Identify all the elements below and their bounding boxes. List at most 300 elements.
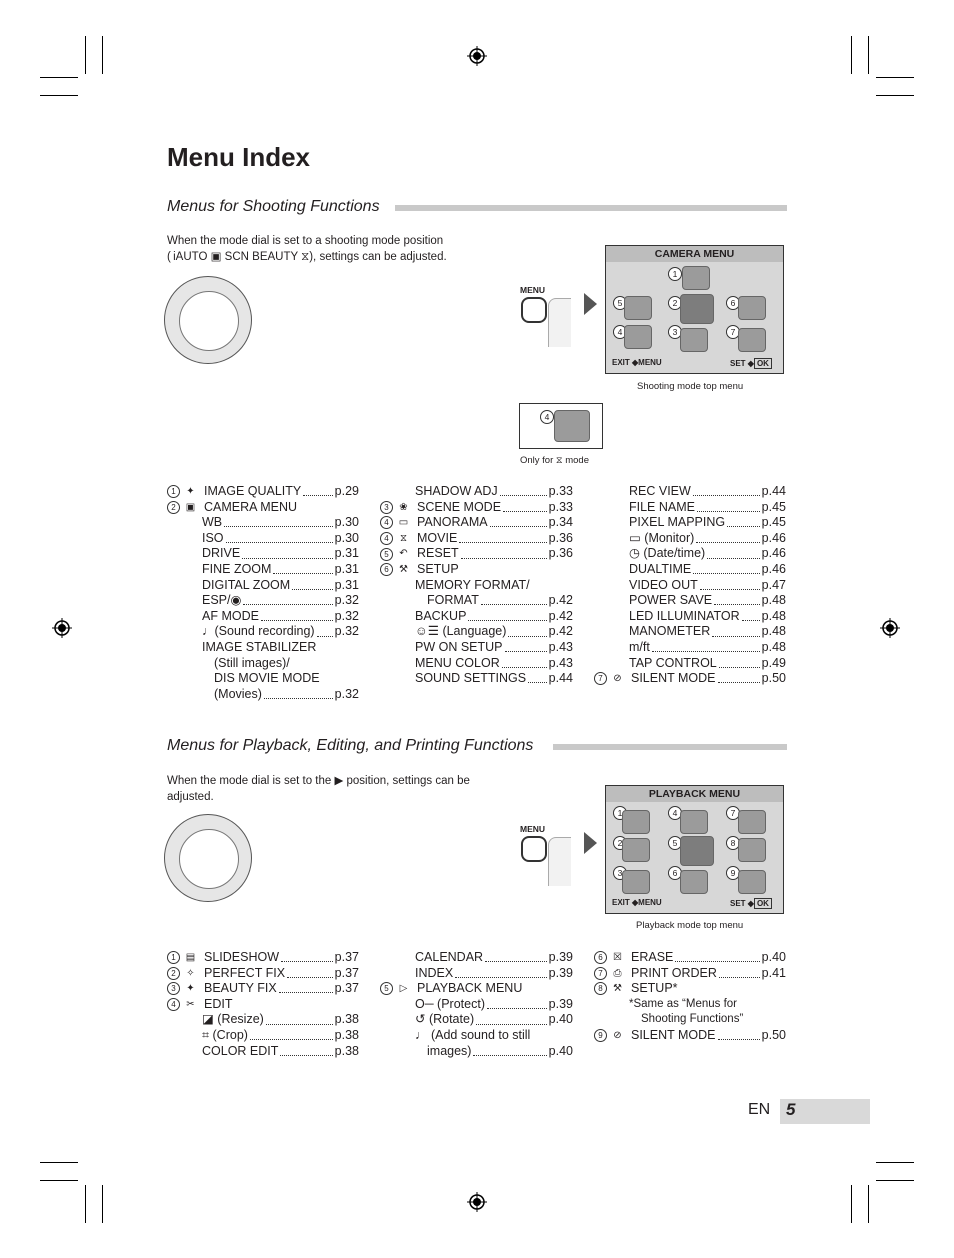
dot-leader [266,1016,333,1025]
section-title-playback: Menus for Playback, Editing, and Printing Functions [167,737,534,754]
edit-icon[interactable] [680,810,708,834]
page-reference: p.47 [761,577,786,592]
page-reference: p.43 [548,639,573,654]
dot-leader [455,969,546,978]
entry-label: ERASE [631,950,674,964]
entry-label: PLAYBACK MENU [417,981,523,996]
menu-item-icon: ⎙ [613,967,622,979]
dot-leader [281,953,333,962]
entry-label: (Still images)/ [214,655,290,670]
entry-label: SCENE MODE [417,499,502,514]
callout-number: 4 [380,532,393,545]
callout-6: 6 [726,296,740,310]
entry-label: EDIT [204,996,233,1011]
entry-label: DRIVE [202,546,241,561]
index-entry [380,981,573,997]
page-reference: p.33 [548,499,573,514]
setup-icon[interactable] [738,296,766,320]
index-entry [380,1028,573,1044]
index-entry [380,656,573,672]
registration-mark-icon [467,46,487,66]
entry-label: SLIDESHOW [204,950,280,964]
page-reference: p.36 [548,530,573,545]
callout-2: 2 [613,836,627,850]
index-entry [594,656,786,672]
exit-hint: EXIT ◆MENU [612,898,662,907]
entry-label: ◷ (Date/time) [629,546,706,561]
index-entry [594,640,786,656]
index-entry [167,687,359,703]
entry-label: SETUP [417,561,459,576]
entry-label: BACKUP [415,608,467,623]
entry-label: RESET [417,546,459,561]
index-entry [594,671,786,687]
page-reference: p.29 [334,484,359,498]
index-entry [380,593,573,609]
playback-index-col2 [380,950,573,1059]
entry-label: FILE NAME [629,499,695,514]
reset-icon[interactable] [624,296,652,320]
entry-label: CAMERA MENU [204,499,298,514]
callout-7: 7 [726,325,740,339]
arrow-right-icon [584,832,597,854]
set-label: SET ◆ [730,359,754,368]
crop-mark [40,1180,78,1181]
dot-leader [224,518,333,527]
dot-leader [264,690,333,699]
mode-dial-playback [164,814,252,902]
crop-mark [876,1162,914,1163]
page-number: 5 [786,1100,796,1119]
dot-leader [700,581,760,590]
crop-mark [40,1162,78,1163]
dot-leader [273,565,332,574]
index-entry [380,578,573,594]
page-reference: p.42 [548,624,573,639]
index-entry [167,671,359,687]
dot-leader [693,565,759,574]
button-panel-illustration [548,298,571,347]
page-reference: p.46 [761,561,786,576]
menu-item-icon: ❀ [399,501,408,513]
silent-mode-icon[interactable] [738,328,766,352]
index-entry [167,593,359,609]
registration-mark-icon [880,618,900,638]
playback-intro [167,773,470,805]
dot-leader [490,518,547,527]
entry-label: COLOR EDIT [202,1043,279,1058]
language-label: EN [748,1101,771,1118]
registration-mark-icon [52,618,72,638]
dot-leader [742,612,760,621]
panorama-icon[interactable] [624,325,652,349]
dot-leader [226,534,333,543]
index-entry [594,531,786,547]
page-reference: p.31 [334,577,359,592]
dot-leader [502,659,547,668]
index-entry [380,1044,573,1060]
page-reference: p.46 [761,546,786,561]
dot-leader [280,1047,332,1056]
beauty-fix-icon[interactable] [622,870,650,894]
index-entry [594,593,786,609]
index-entry [167,609,359,625]
entry-label: BEAUTY FIX [204,981,277,996]
callout-number: 1 [167,951,180,964]
entry-label: DIS MOVIE MODE [214,671,320,686]
callout-number: 4 [380,516,393,529]
page-reference: p.38 [334,1012,359,1027]
screen-caption: Playback mode top menu [636,920,744,931]
dot-leader [243,596,332,605]
index-entry [594,484,786,500]
screen-title: PLAYBACK MENU [606,786,783,802]
index-entry [167,531,359,547]
entry-label: WB [202,515,223,530]
dot-leader [696,534,759,543]
section-rule [553,744,787,750]
index-entry [167,1044,359,1060]
callout-3: 3 [668,325,682,339]
callout-number: 7 [594,967,607,980]
index-entry [594,624,786,640]
ok-badge: OK [754,898,772,909]
scene-mode-icon[interactable] [680,328,708,352]
index-entry [380,966,573,982]
index-entry [167,981,359,997]
index-entry [594,997,786,1013]
setup-icon[interactable] [738,838,766,862]
page-reference: p.32 [334,593,359,608]
callout-number: 6 [380,563,393,576]
callout-5: 5 [613,296,627,310]
set-hint [730,358,772,369]
menu-item-icon: ▭ [398,517,409,529]
section-rule [395,205,787,211]
image-quality-icon[interactable] [682,266,710,290]
page-reference: p.38 [334,1027,359,1042]
entry-label: MOVIE [417,530,458,545]
shooting-index-col1 [167,484,359,702]
crop-mark [851,1185,852,1223]
page-reference: p.50 [761,671,786,686]
entry-label: IMAGE STABILIZER [202,639,317,654]
page-reference: p.48 [761,593,786,608]
page-reference: p.34 [548,515,573,530]
dot-leader [505,643,547,652]
index-entry [380,500,573,516]
menu-item-icon: ✦ [186,983,195,995]
entry-label: AF MODE [202,608,259,623]
page-reference: p.31 [334,561,359,576]
index-entry [380,671,573,687]
menu-item-icon: ✂ [186,998,195,1010]
entry-label: MEMORY FORMAT/ [415,577,530,592]
index-entry [167,966,359,982]
index-entry [380,950,573,966]
index-entry [380,624,573,640]
playback-menu-icon[interactable] [680,836,714,866]
crop-mark [102,1185,103,1223]
entry-label: DUALTIME [629,561,692,576]
index-entry [167,997,359,1013]
dot-leader [707,550,759,559]
entry-label: MENU COLOR [415,655,500,670]
movie-caption: Only for ⧖ mode [520,455,589,466]
slideshow-icon[interactable] [622,810,650,834]
dot-leader [317,628,333,637]
entry-label: ISO [202,530,224,545]
entry-label: IMAGE QUALITY [204,484,302,498]
entry-label: ☺☰ (Language) [415,624,507,639]
callout-1: 1 [613,806,627,820]
dot-leader [652,643,760,652]
callout-number: 5 [380,548,393,561]
set-label: SET ◆ [730,899,754,908]
dot-leader [459,534,546,543]
arrow-right-icon [584,293,597,315]
menu-item-icon: ✦ [186,486,195,497]
page-reference: p.40 [761,950,786,964]
page-reference: p.39 [548,996,573,1011]
dot-leader [476,1016,547,1025]
dot-leader [250,1031,333,1040]
index-entry [167,562,359,578]
entry-label: (Movies) [214,686,262,701]
index-entry [380,609,573,625]
menu-item-icon: ▣ [185,501,196,513]
index-entry [167,656,359,672]
page-reference: p.33 [548,484,573,498]
index-entry [594,966,786,982]
print-order-icon[interactable] [738,810,766,834]
dot-leader [718,674,760,683]
perfect-fix-icon[interactable] [622,838,650,862]
index-entry [167,500,359,516]
dot-leader [242,550,332,559]
page-reference: p.32 [334,624,359,639]
crop-mark [40,95,78,96]
callout-4: 4 [540,410,554,424]
index-entry [380,562,573,578]
menu-item-icon: ⊘ [613,673,622,685]
page-reference: p.44 [548,671,573,686]
page-reference: p.49 [761,655,786,670]
page-reference: p.31 [334,546,359,561]
menu-label: MENU [520,285,546,295]
erase-icon[interactable] [680,870,708,894]
button-panel-illustration [548,837,571,886]
entry-label: Shooting Functions” [641,1013,744,1026]
page-reference: p.50 [761,1027,786,1042]
page-reference: p.41 [761,965,786,980]
ok-badge: OK [754,358,772,369]
entry-label: ◪ (Resize) [202,1012,264,1027]
entry-label: FORMAT [427,593,479,608]
entry-label: images) [427,1043,472,1058]
index-entry [594,1028,786,1044]
index-entry [594,515,786,531]
dot-leader [675,953,759,962]
screen-caption: Shooting mode top menu [637,381,744,392]
crop-mark [85,1185,86,1223]
entry-label: FINE ZOOM [202,561,272,576]
dot-leader [712,628,759,637]
dot-leader [303,487,332,496]
intro-line: When the mode dial is set to the ▶ position, settings can be [167,775,470,787]
dot-leader [292,581,332,590]
index-entry [167,1028,359,1044]
callout-4: 4 [613,325,627,339]
menu-item-icon: ⧖ [399,532,408,544]
shooting-index-col3 [594,484,786,687]
page-reference: p.48 [761,608,786,623]
page-reference: p.42 [548,593,573,608]
page-reference: p.37 [334,981,359,996]
page-reference: p.39 [548,965,573,980]
movie-menu-screen [519,403,603,449]
dot-leader [693,487,760,496]
dot-leader [719,659,760,668]
dot-leader [508,628,546,637]
index-entry [594,562,786,578]
dot-leader [727,518,760,527]
dot-leader [719,969,760,978]
callout-6: 6 [668,866,682,880]
playback-menu-screen [605,785,784,914]
dot-leader [468,612,546,621]
entry-label: ▭ (Monitor) [629,530,695,545]
entry-label: ESP/◉ [202,593,242,608]
callout-number: 7 [594,672,607,685]
menu-item-icon: ⊘ [613,1029,622,1041]
movie-icon[interactable] [554,410,590,442]
intro-line: When the mode dial is set to a shooting mode position [167,235,444,247]
entry-label: PANORAMA [417,515,488,530]
camera-menu-icon[interactable] [680,294,714,324]
entry-label: ♩(Sound recording) [202,624,315,639]
entry-label: PIXEL MAPPING [629,515,726,530]
menu-button[interactable] [521,297,547,323]
index-entry [594,1012,786,1028]
dot-leader [528,674,547,683]
crop-mark [40,77,78,78]
page-reference: p.30 [334,515,359,530]
entry-label: m/ft [629,639,650,654]
callout-number: 8 [594,982,607,995]
intro-line: adjusted. [167,791,214,803]
index-entry [380,484,573,500]
page-reference: p.48 [761,624,786,639]
set-hint [730,898,772,909]
page-reference: p.32 [334,686,359,701]
shooting-index-col2 [380,484,573,687]
index-entry [594,546,786,562]
entry-label: ⌗ (Crop) [202,1027,248,1042]
page-reference: p.43 [548,655,573,670]
menu-button[interactable] [521,836,547,862]
entry-label: PW ON SETUP [415,639,503,654]
mode-dial-shooting [164,276,252,364]
page-reference: p.36 [548,546,573,561]
silent-mode-icon[interactable] [738,870,766,894]
entry-label: POWER SAVE [629,593,713,608]
page-reference: p.46 [761,530,786,545]
index-entry [380,1012,573,1028]
index-entry [380,515,573,531]
page-reference: p.40 [548,1043,573,1058]
page-reference: p.40 [548,1012,573,1027]
entry-label: SILENT MODE [631,671,716,686]
index-entry [167,1012,359,1028]
dot-leader [718,1031,760,1040]
page-reference: p.45 [761,515,786,530]
page-reference: p.42 [548,608,573,623]
index-entry [167,578,359,594]
dot-leader [503,503,547,512]
entry-label: CALENDAR [415,950,484,964]
index-entry [167,515,359,531]
callout-number: 5 [380,982,393,995]
camera-menu-screen [605,245,784,374]
shooting-intro [167,233,447,265]
crop-mark [851,36,852,74]
index-entry [594,609,786,625]
entry-label: PRINT ORDER [631,965,717,980]
callout-number: 1 [167,485,180,498]
menu-item-icon: ☒ [613,952,622,963]
dot-leader [487,1000,547,1009]
entry-label: SETUP* [631,981,678,996]
index-entry [380,640,573,656]
entry-label: *Same as “Menus for [629,997,738,1010]
page-title: Menu Index [167,142,311,172]
callout-number: 9 [594,1029,607,1042]
dot-leader [485,953,547,962]
page-reference: p.38 [334,1043,359,1058]
page-reference: p.48 [761,639,786,654]
index-entry [594,500,786,516]
entry-label: SILENT MODE [631,1027,716,1042]
dot-leader [261,612,333,621]
dot-leader [461,550,547,559]
page-reference: p.30 [334,530,359,545]
menu-item-icon: ↶ [399,548,408,560]
crop-mark [876,95,914,96]
playback-index-col3 [594,950,786,1044]
page-reference: p.32 [334,608,359,623]
page-reference: p.37 [334,965,359,980]
callout-9: 9 [726,866,740,880]
dot-leader [714,596,760,605]
menu-item-icon: ⚒ [613,983,622,995]
crop-mark [102,36,103,74]
index-entry [594,950,786,966]
entry-label: ↺ (Rotate) [415,1012,475,1027]
dot-leader [279,984,333,993]
dot-leader [697,503,760,512]
entry-label: ♩ (Add sound to still [415,1027,531,1042]
crop-mark [868,36,869,74]
page-reference: p.39 [548,950,573,964]
callout-number: 2 [167,967,180,980]
callout-8: 8 [726,836,740,850]
intro-line: ( iAUTO ▣ SCN BEAUTY ⧖), settings can be adjusted. [167,251,447,263]
menu-item-icon: ✧ [186,967,195,979]
callout-7: 7 [726,806,740,820]
index-entry [380,531,573,547]
entry-label: LED ILLUMINATOR [629,608,740,623]
